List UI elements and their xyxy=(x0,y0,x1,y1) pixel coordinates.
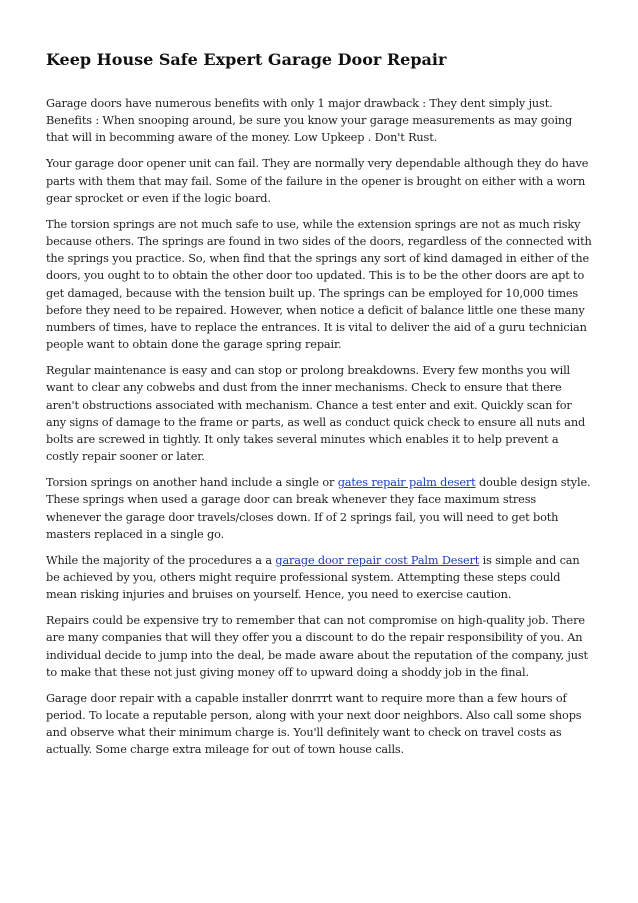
paragraph-text-before-link: While the majority of the procedures a a xyxy=(46,553,276,567)
gates-repair-link[interactable]: gates repair palm desert xyxy=(337,476,476,490)
paragraph-installer: Garage door repair with a capable installer donrrrt want to require more than a few hours of period. To locate a reputable person, along with your next door neighbors. Also call some shops and observe what their minimum charge is. You'll definitely want to check on travel costs as actually. Some charge extra mileage for out of town house calls. xyxy=(46,691,582,757)
paragraph-text-before-link: Torsion springs on another hand include a single or xyxy=(46,476,338,490)
paragraph-procedures xyxy=(46,552,594,604)
page-title: Keep House Safe Expert Garage Door Repair xyxy=(46,50,447,69)
paragraph-text-after-link: is simple and can be achieved by you, others might require professional system. Attempting these steps could mean risking injuries and bruises on yourself. Hence, you need to exercise caution. xyxy=(46,553,580,602)
paragraph-text-after-link: double design style. These springs when used a garage door can break whenever they face maximum stress whenever the garage door travels/closes down. If of 2 springs fail, you will need to get both masters replaced in a single go. xyxy=(46,476,591,541)
paragraph-torsion-springs: The torsion springs are not much safe to use, while the extension springs are not as much risky because others. The springs are found in two sides of the doors, regardless of the connected with the springs you practice. So, when find that the springs any sort of kind damaged in either of the doors, you ought to to obtain the other door too updated. This is to be the other doors are apt to get damaged, because with the tension built up. The springs can be employed for 10,000 times before they need to be repaired. However, when notice a deficit of balance little one these many numbers of times, have to replace the entrances. It is vital to deliver the aid of a guru technician people want to obtain done the garage spring repair. xyxy=(46,217,592,352)
repair-cost-link[interactable]: garage door repair cost Palm Desert xyxy=(275,553,480,567)
paragraph-benefits: Garage doors have numerous benefits with only 1 major drawback : They dent simply just. Benefits : When snooping around, be sure you know your garage measurements as may going that will in becomming aware of the money. Low Upkeep . Don't Rust. xyxy=(46,97,573,145)
paragraph-opener: Your garage door opener unit can fail. They are normally very dependable although they do have parts with them that may fail. Some of the failure in the opener is brought on either with a worn gear sprocket or even if the logic board. xyxy=(46,157,589,205)
paragraph-maintenance: Regular maintenance is easy and can stop or prolong breakdowns. Every few months you will want to clear any cobwebs and dust from the inner mechanisms. Check to ensure that there aren't obstructions associated with mechanism. Chance a test enter and exit. Quickly scan for any signs of damage to the frame or parts, as well as conduct quick check to ensure all nuts and bolts are screwed in tightly. It only takes several minutes which enables it to help prevent a costly repair sooner or later. xyxy=(46,364,586,464)
document-page xyxy=(46,50,594,767)
paragraph-torsion-design xyxy=(46,474,594,543)
paragraph-repairs-cost: Repairs could be expensive try to remember that can not compromise on high-quality job. There are many companies that will they offer you a discount to do the repair responsibility of you. An individual decide to jump into the deal, be made aware about the reputation of the company, just to make that these not just giving money off to upward doing a shoddy job in the final. xyxy=(46,614,588,679)
